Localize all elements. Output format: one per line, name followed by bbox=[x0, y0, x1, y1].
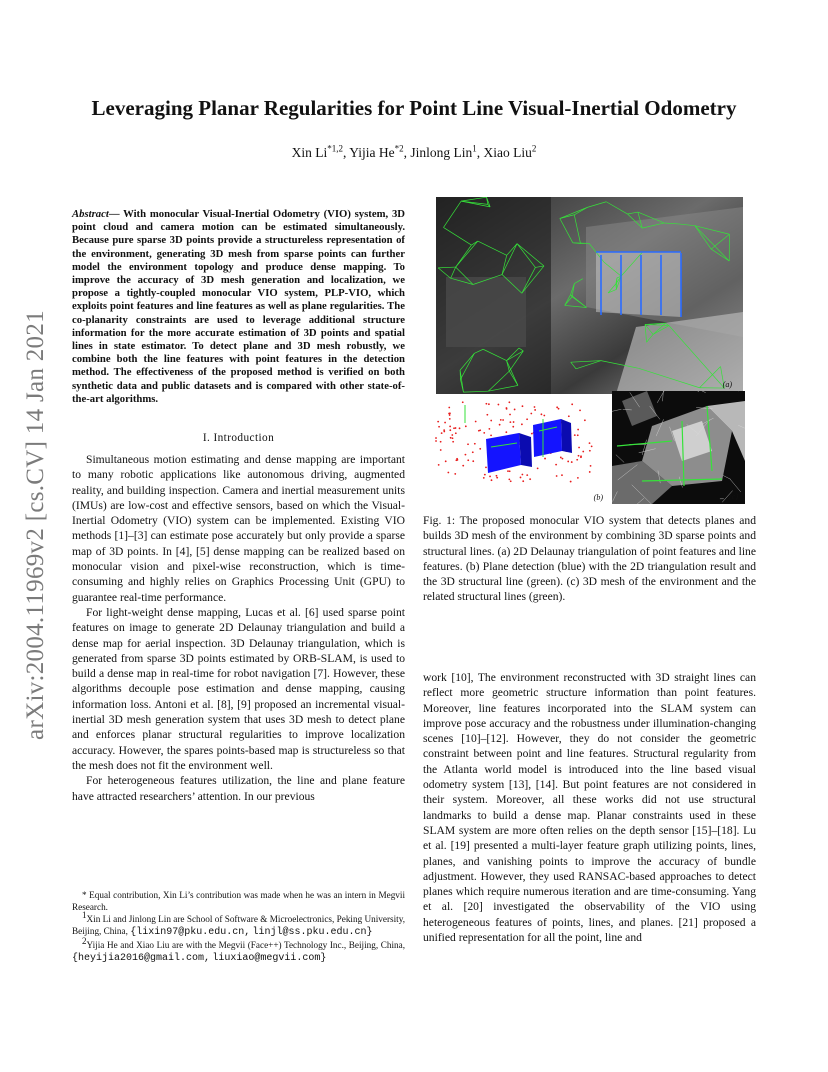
paragraph: Simultaneous motion estimating and dense mapping are important to many robotic applications like autonomous driving, augmented reality, and building inspection. Camera and inertial measurement units (IMUs) are low-cost and effective sensors, based on which the Visual-Inertial Odometry (VIO) system can be implemented. Existing VIO methods [1]–[3] can estimate pose accurately but only provide a sparse map of 3D points. In [4], [5] dense mapping can be realized based on monocular vision and pixel-wise reconstruction, which is time-consuming and highly relies on Graphics Processing Unit (GPU) to guarantee real-time performance. bbox=[72, 453, 405, 604]
detected-plane bbox=[561, 419, 572, 453]
detected-plane bbox=[533, 419, 562, 457]
author: Xin Li$^{*1,2}$, bbox=[291, 143, 350, 160]
figure-panel-c bbox=[612, 391, 745, 504]
panel-label-c: (c) bbox=[729, 492, 738, 501]
abstract-label: Abstract bbox=[72, 208, 109, 220]
footnote-2: $^2$Yijia He and Xiao Liu are with the Megvii (Face++) Technology Inc., Beijing, China, {heyijia2016@gmail.com, liuxiao@megvii.com} bbox=[72, 935, 405, 964]
abstract-text: With monocular Visual-Inertial Odometry (VIO) system, 3D point cloud and camera motion can be estimated simultaneously. Because pure sparse 3D points provide a structureless representation of the environment, generating 3D mesh from sparse points can further model the environment topology and produce dense mapping. To improve the accuracy of 3D mesh generation and localization, we propose a tightly-coupled monocular VIO system, PLP-VIO, which exploits point features and line features as well as plane regularities. The co-planarity constraints are used to leverage additional structure information for the more accurate estimation of 3D points and spatial lines in state estimator. To detect plane and 3D mesh robustly, we combine both the line features with point features in the detection method. The effectiveness of the proposed method is verified on both synthetic data and public datasets and is compared with other state-of-the-art algorithms. bbox=[72, 208, 406, 405]
detected-plane bbox=[519, 433, 532, 467]
email: {lixin97@pku.edu.cn, bbox=[130, 927, 251, 938]
author-list bbox=[60, 145, 768, 161]
email: linjl@ss.pku.edu.cn} bbox=[252, 927, 373, 938]
paragraph: work [10], The environment reconstructed with 3D straight lines can reflect more geometric structure information than point features. Moreover, line features incorporated into the SLAM system can improve pose accuracy and the robustness under illumination-changing scenes [10]–[12]. However, they do not consider the geometric constraint between point and line features. Structural regularity from the Atlanta world model is introduced into the line based visual odometry system [13], [14]. But point features are not considered in their system. Moreover, all these works did not use structural landmarks to build a dense map. Planar constraints used in these SLAM system are more often relies on the depth sensor [15]–[18]. Lu et al. [19] presented a multi-layer feature graph utilizing points, lines, planes, and vanishing points to improve the accuracy of bundle adjustment. However, they used RANSAC-based approaches to detect planes which require numerous iteration and are time-consuming. Yang et al. [20] investigated the observability of the VIO using heterogeneous features of points, lines, and planes. [21] proposed a unified representation for all the point, line and bbox=[423, 671, 756, 945]
author: Jinlong Lin$^1$, bbox=[410, 143, 484, 160]
arxiv-identifier bbox=[14, 290, 58, 760]
figure-panel-a bbox=[436, 197, 743, 394]
panel-label-a: (a) bbox=[722, 380, 732, 389]
abstract: Abstract— With monocular Visual-Inertial Odometry (VIO) system, 3D point cloud and camera motion can be estimated simultaneously. Because pure sparse 3D points provide a structureless representation of the environment, generating 3D mesh from sparse points can further model the environment topology and produce dense mapping. To improve the accuracy of 3D mesh generation and localization, we propose a tightly-coupled monocular VIO system, PLP-VIO, which exploits point features and line features as well as plane regularities. The co-planarity constraints are used to leverage additional structure information for the more accurate estimation of 3D points and spatial lines in state estimator. To detect plane and 3D mesh robustly, we combine both the line features with point features in the detection method. The effectiveness of the proposed method is verified on both synthetic data and public datasets and is compared with other state-of-the-art algorithms. bbox=[72, 208, 406, 405]
panel-label-b: (b) bbox=[593, 493, 603, 502]
figure-panel-b bbox=[431, 397, 611, 505]
author: Yijia He$^{*2}$, bbox=[349, 143, 411, 160]
paragraph: For light-weight dense mapping, Lucas et al. [6] used sparse point features on image to generate 2D Delaunay triangulation and build a dense map for aerial inspection. 3D Delaunay triangulation, which is generated from sparse 3D points estimated by ORB-SLAM, is used to build a dense map in real-time for robot navigation [7]. However, these algorithms decouple pose estimation and dense mapping, causing information loss. Antoni et al. [8], [9] proposed an incremental visual-inertial 3D mesh generation system that uses 3D mesh to detect plane and enforces planar structural regularities to improve localization accuracy. However, the spares points-based map is structureless so that the mesh does not fit the environment well. bbox=[72, 605, 405, 772]
intro-body bbox=[72, 452, 405, 804]
section-heading: I. Introduction bbox=[202, 432, 275, 444]
footnote-equal: * Equal contribution, Xin Li’s contribution was made when he was an intern in Megvii Research. bbox=[72, 890, 405, 912]
paragraph: For heterogeneous features utilization, the line and plane feature have attracted researchers’ attention. In our previous bbox=[72, 774, 405, 803]
email: {heyijia2016@gmail.com, bbox=[72, 953, 211, 964]
footnote-1: $^1$Xin Li and Jinlong Lin are School of Software & Microelectronics, Peking University, Beijing, China, {lixin97@pku.edu.cn, linjl@ss.pku.edu.cn} bbox=[72, 909, 405, 938]
paper-title: Leveraging Planar Regularities for Point Line Visual-Inertial Odometry bbox=[91, 96, 737, 120]
email: liuxiao@megvii.com} bbox=[212, 953, 327, 964]
author: Xiao Liu$^2$ bbox=[483, 143, 537, 160]
figure-caption: Fig. 1: The proposed monocular VIO system that detects planes and builds 3D mesh of the environment by combining 3D sparse points and structural lines. (a) 2D Delaunay triangulation of point features and line features. (b) Plane detection (blue) with the 2D triangulation result and the 3D structural line (green). (c) 3D mesh of the environment and the related structural lines (green). bbox=[423, 514, 756, 604]
right-column-body bbox=[423, 670, 756, 945]
arxiv-identifier-text: arXiv:2004.11969v2 [cs.CV] 14 Jan 2021 bbox=[22, 310, 49, 740]
footnotes bbox=[72, 889, 405, 965]
